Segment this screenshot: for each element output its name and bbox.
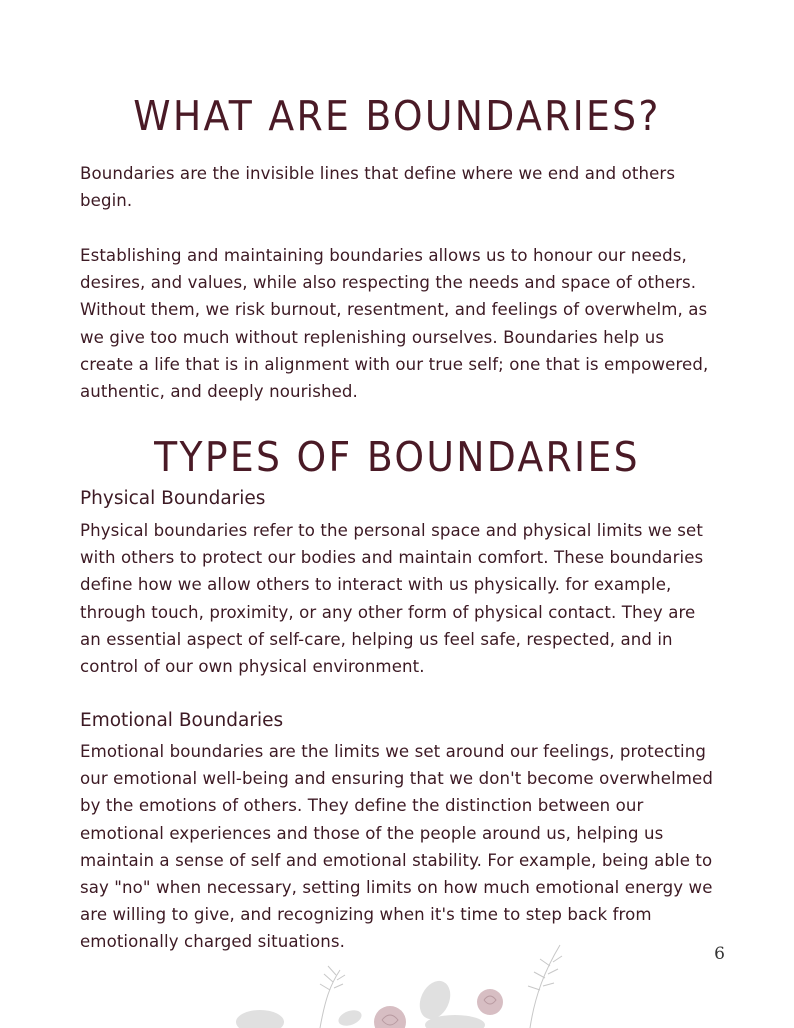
physical-boundaries-text: Physical boundaries refer to the personal space and physical limits we set with others to protect our bodies and maintain comfort. These boundaries define how we allow others to interact with us physically. for example, through touch, proximity, or any other form of physical contact. They are an essential aspect of self-care, helping us feel safe, respected, and in control of our own physical environment. — [80, 521, 704, 677]
section-title: TYPES OF BOUNDARIES — [154, 433, 640, 481]
emotional-boundaries-text: Emotional boundaries are the limits we set around our feelings, protecting our emotional well-being and ensuring that we don't become overwhelmed by the emotions of others. They define the distinction between our emotional experiences and those of the people around us, helping us maintain a sense of self and emotional stability. For example, being able to say "no" when necessary, setting limits on how much emotional energy we are willing to give, and recognizing when it's time to step back from emotionally charged situations. — [80, 742, 713, 952]
intro-paragraph: Boundaries are the invisible lines that define where we end and others begin. — [80, 164, 676, 211]
page-number: 6 — [714, 944, 725, 964]
physical-boundaries-heading: Physical Boundaries — [80, 488, 266, 509]
page-title: WHAT ARE BOUNDARIES? — [133, 92, 661, 140]
floral-border-icon — [200, 930, 620, 1028]
emotional-boundaries-heading: Emotional Boundaries — [80, 710, 284, 731]
boundaries-paragraph: Establishing and maintaining boundaries allows us to honour our needs, desires, and values, while also respecting the needs and space of others. Without them, we risk burnout, resentment, and feelings of overwhelm, as we give too much without replenishing ourselves. Boundaries help us create a life that is in alignment with our true self; one that is empowered, authentic, and deeply nourished. — [80, 246, 709, 402]
